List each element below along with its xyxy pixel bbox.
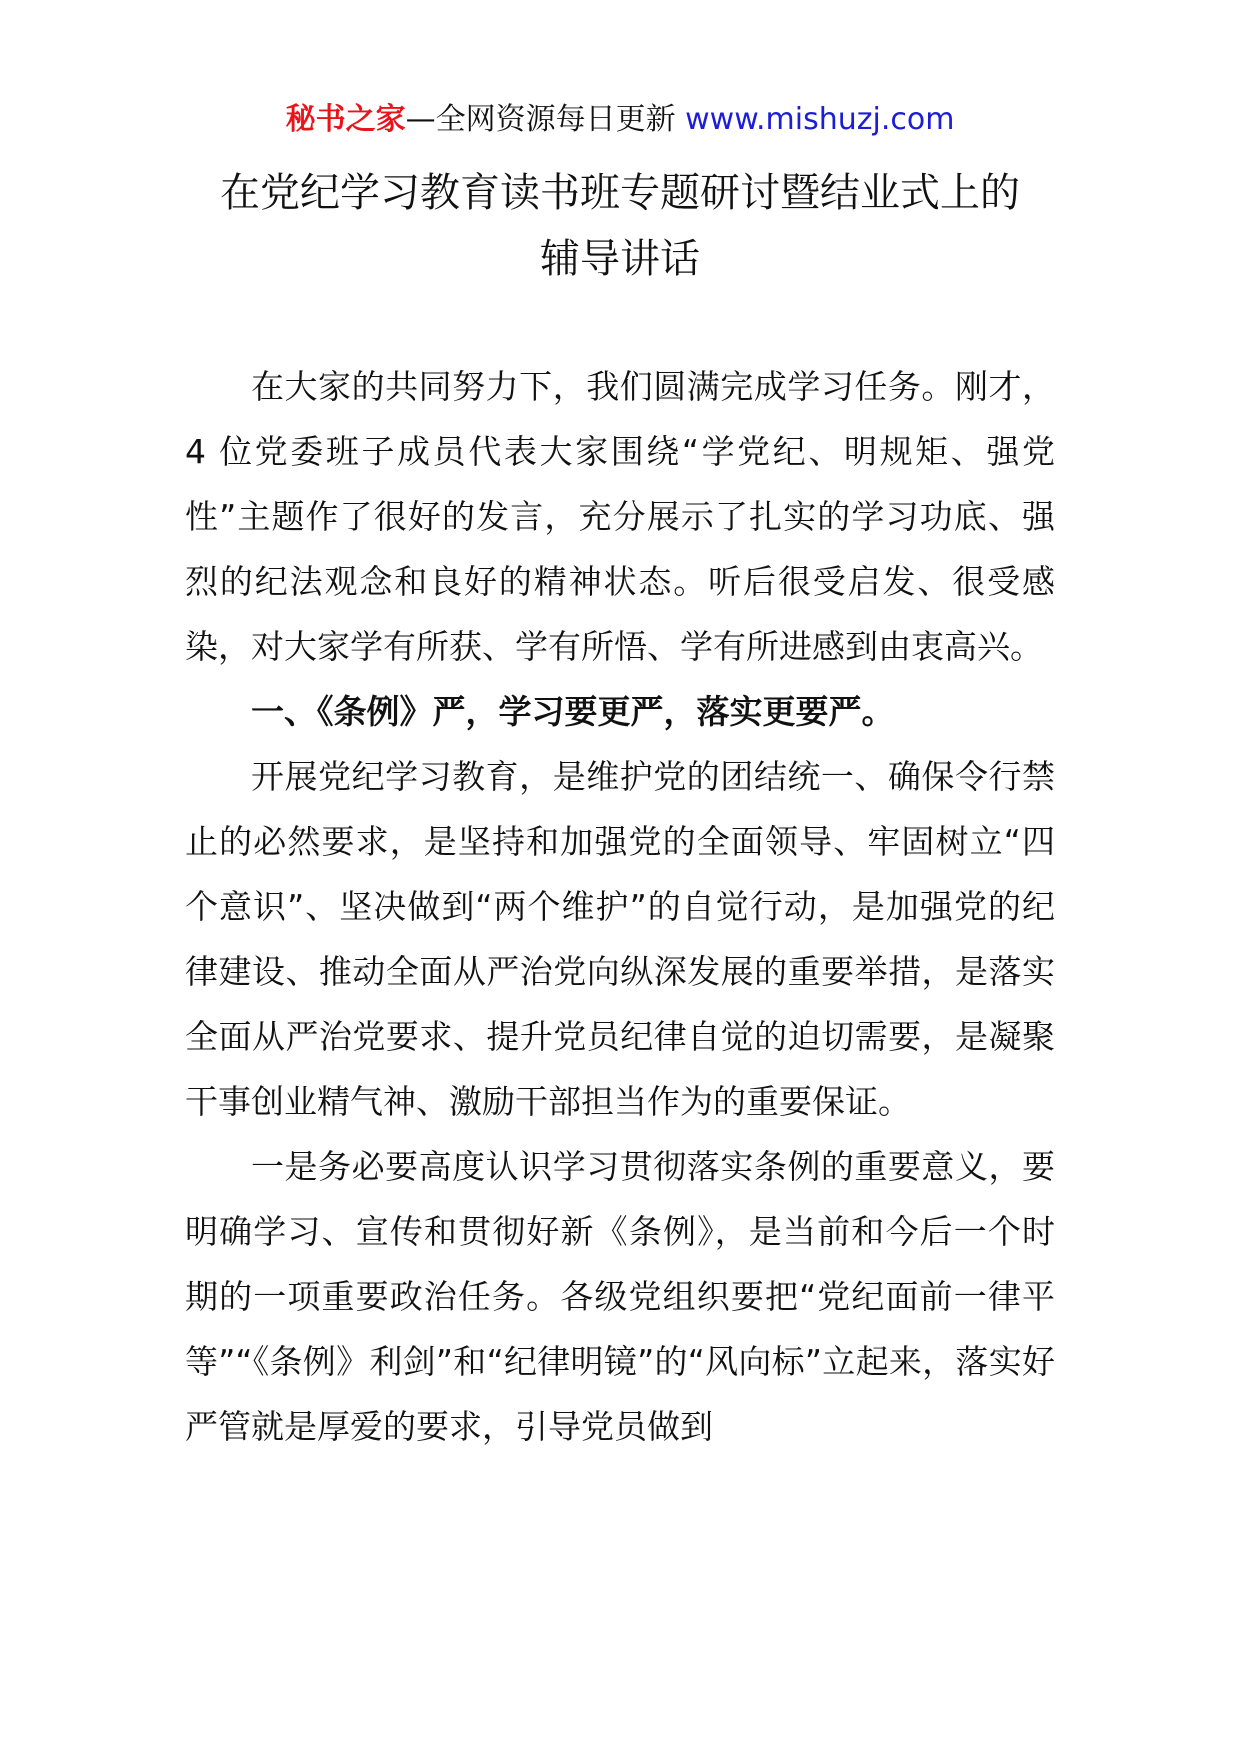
section-heading-1: 一、《条例》严，学习要更严，落实更要严。	[251, 692, 895, 731]
site-url-link[interactable]: www.mishuzj.com	[685, 102, 955, 137]
body-paragraph-point-1: 一是务必要高度认识学习贯彻落实条例的重要意义，要明确学习、宣传和贯彻好新《条例》，是当前和今后一个时期的一项重要政治任务。各级党组织要把“党纪面前一律平等”“《条例》利剑”和“纪律明镜”的“风向标”立起来，落实好严管就是厚爱的要求，引导党员做到	[185, 1147, 1055, 1446]
header-tagline: —全网资源每日更新	[405, 102, 686, 137]
title-line-2: 辅导讲话	[540, 236, 700, 282]
document-body	[185, 354, 1055, 1459]
body-paragraph-significance: 开展党纪学习教育，是维护党的团结统一、确保令行禁止的必然要求，是坚持和加强党的全面领导、牢固树立“四个意识”、坚决做到“两个维护”的自觉行动，是加强党的纪律建设、推动全面从严治党向纵深发展的重要举措，是落实全面从严治党要求、提升党员纪律自觉的迫切需要，是凝聚干事创业精气神、激励干部担当作为的重要保证。	[185, 757, 1055, 1121]
brand-name: 秘书之家	[285, 102, 406, 137]
body-paragraph-intro: 在大家的共同努力下，我们圆满完成学习任务。刚才，4 位党委班子成员代表大家围绕“学党纪、明规矩、强党性”主题作了很好的发言，充分展示了扎实的学习功底、强烈的纪法观念和良好的精神状态。听后很受启发、很受感染，对大家学有所获、学有所悟、学有所进感到由衷高兴。	[185, 367, 1055, 666]
document-title	[150, 160, 1090, 292]
watermark-header	[0, 100, 1240, 140]
title-line-1: 在党纪学习教育读书班专题研讨暨结业式上的	[220, 170, 1020, 216]
